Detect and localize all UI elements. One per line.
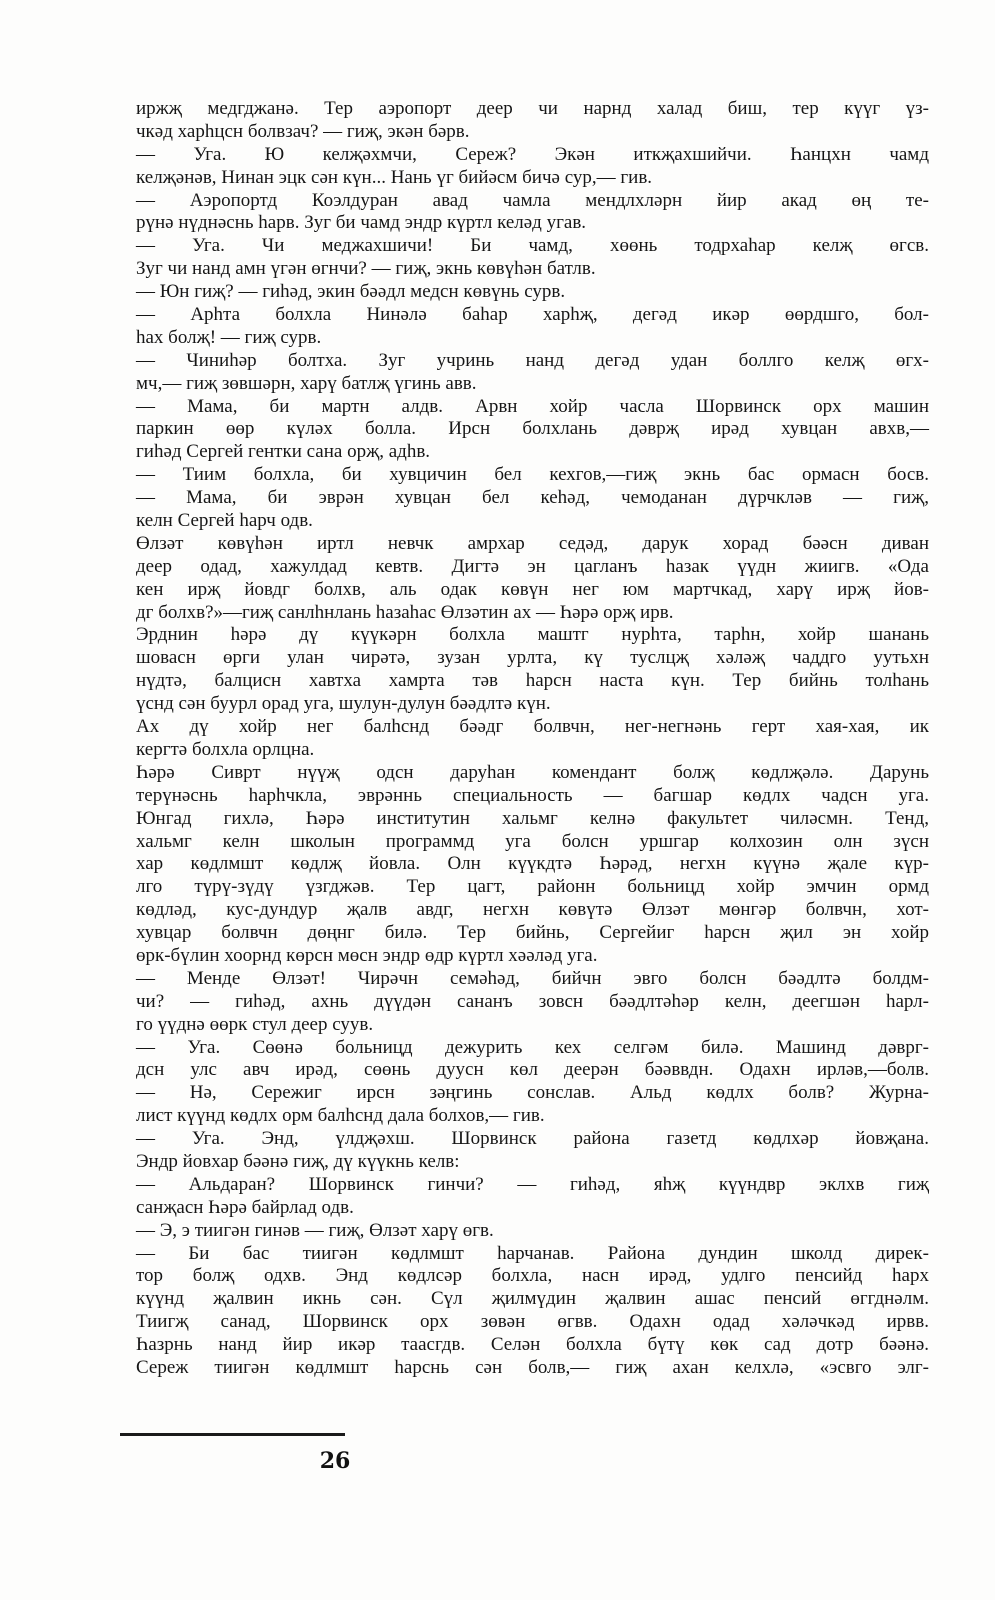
text-line: — Юн гиҗ? — гиһәд, экин бәәдл медсн көвүнь сурв.	[136, 281, 566, 303]
text-line: Ах дү хойр нег балһснд бәәдг болвчн, нег-негнәнь герт хая-хая, ик	[136, 716, 929, 738]
text-line: өрк-бүлин хоорнд көрсн мөсн эндр өдр күртл хәәләд уга.	[136, 944, 598, 966]
text-line: дг болхв?»—гиҗ санлһнлань һазаһас Өлзәтин ах — Һәрә орҗ ирв.	[136, 601, 674, 623]
text-line: чи? — гиһәд, ахнь дүүдән сананъ зовсн бәәдлтәһәр келн, деегшән һарл-	[136, 990, 929, 1012]
text-line: — Мама, би эврән хувцан бел кеһәд, чемоданан дүрчкләв — гиҗ,	[136, 487, 929, 509]
text-line: һах болҗ! — гиҗ сурв.	[136, 326, 322, 348]
text-line: гиһәд Сергей гентки сана орҗ, адһв.	[136, 441, 431, 463]
text-line: — Нә, Сережиг ирсн зәңгинь сонслав. Альд көдлх болв? Журна-	[136, 1082, 929, 1104]
text-line: чкәд харһцсн болвзач? — гиҗ, экән бәрв.	[136, 120, 470, 142]
text-line: шовасн өрги улан чирәтә, зузан урлта, кү туслцҗ хәләҗ чаддго уутьхн	[136, 647, 929, 669]
text-line: Һазрнь нанд йир икәр таасгдв. Селән болхла бүтү көк сад дотр бәәнә.	[136, 1334, 929, 1356]
text-line: — Менде Өлзәт! Чирәчн семәһәд, бийчн эвго болсн бәәдлтә болдм-	[136, 967, 929, 989]
text-line: хальмг келн школын программд уга болсн уршгар колхозин олн зүсн	[136, 830, 929, 852]
text-line: тор болҗ одхв. Энд көдлсәр болхла, насн ирәд, удлго пенсийд һарх	[136, 1265, 929, 1287]
text-line: Эндр йовхар бәәнә гиҗ, дү күүкнь келв:	[136, 1150, 460, 1172]
text-line: үснд сән буурл орад уга, шулун-дулун бәәдлтә күн.	[136, 693, 551, 715]
text-line: — Тиим болхла, би хувцичин бел кехгов,—гиҗ экнь бас ормасн босв.	[136, 464, 929, 486]
text-line: көдләд, кус-дундур җалв авдг, негхн көвүтә Өлзәт мөнгәр болвчн, хот-	[136, 899, 929, 921]
footer-rule	[120, 1433, 345, 1436]
text-line: санҗасн Һәрә байрлад одв.	[136, 1196, 354, 1218]
text-line: терүнәснь һарһчкла, эврәннь специальность — багшар көдлх чадсн уга.	[136, 784, 929, 806]
text-line: Юнгад гихлә, Һәрә институтин хальмг келнә факультет чиләсмн. Тенд,	[136, 807, 929, 829]
text-line: келн Сергей һарч одв.	[136, 510, 313, 532]
text-line: хувцар болвчн дөңнг билә. Тер бийнь, Сергейиг һарсн җил эн хойр	[136, 922, 929, 944]
text-line: нүдтә, балцисн хавтха хамрта тәв һарсн наста күн. Тер бийнь толһань	[136, 670, 929, 692]
text-line: го үүднә өөрк стул деер суув.	[136, 1013, 374, 1035]
text-line: — Э, э тиигән гинәв — гиҗ, Өлзәт харү өгв.	[136, 1219, 494, 1241]
text-line: күүнд җалвин икнь сән. Сүл җилмүдин җалвин ашас пенсий өггднәлм.	[136, 1288, 929, 1310]
text-line: — Би бас тиигән көдлмшт һарчанав. Района дундин школд дирек-	[136, 1242, 929, 1264]
body-text	[136, 98, 929, 1380]
text-line: иржҗ медгджанә. Тер аэропорт деер чи нарнд халад биш, тер күүг үз-	[136, 98, 929, 119]
text-line: — Уга. Сөөнә больницд дежурить кех селгәм билә. Машинд дәврг-	[136, 1036, 929, 1058]
text-line: Тиигҗ санад, Шорвинск орх зөвән өгвв. Одахн одад хәләчкәд ирвв.	[136, 1311, 929, 1333]
text-line: — Уга. Чи меджахшичи! Би чамд, хөөнь тодрхаһар келҗ өгсв.	[136, 235, 929, 257]
text-line: — Уга. Энд, үлдҗәхш. Шорвинск района газетд көдлхәр йовҗана.	[136, 1128, 929, 1150]
text-line: — Мама, би мартн алдв. Арвн хойр часла Шорвинск орх машин	[136, 395, 929, 417]
text-line: келҗәнәв, Нинан эцк сән күн... Нань үг бийәсм бичә сур,— гив.	[136, 166, 653, 188]
text-line: лист күүнд көдлх орм балһснд дала болхов,— гив.	[136, 1105, 545, 1127]
text-line: лго түрү-зүдү үзгджәв. Тер цагт, районн больницд хойр эмчин ормд	[136, 876, 929, 898]
text-line: — Чиниһәр болтха. Зуг учринь нанд дегәд удан боллго келҗ өгх-	[136, 349, 929, 371]
page-number: 26	[319, 1448, 351, 1474]
text-line: — Аэропортд Коэлдуран авад чамла мендлхләрн йир акад өң те-	[136, 189, 929, 211]
text-line: Өлзәт көвүһән иртл невчк амрхар седәд, дарук хорад бәәсн диван	[136, 532, 929, 554]
text-line: хар көдлмшт көдлҗ йовла. Олн күүкдтә Һәрәд, негхн күүнә җале күр-	[136, 853, 929, 875]
text-line: Сереж тиигән көдлмшт һарснь сән болв,— гиҗ ахан келхлә, «эсвго элг-	[136, 1356, 929, 1378]
text-line: — Арһта болхла Нинәлә баһар харһҗ, дегәд икәр өөрдшго, бол-	[136, 304, 929, 326]
text-line: — Уга. Ю келҗәхмчи, Сереж? Экән иткҗахшийчи. Һанцхн чамд	[136, 143, 929, 165]
text-line: дсн улс авч ирәд, сөөнь дуусн көл деерән бәәввдн. Одахн ирләв,—болв.	[136, 1059, 929, 1081]
text-line: паркин өөр күләх болла. Ирсн болхлань дәврҗ ирәд хувцан авхв,—	[136, 418, 929, 440]
text-line: кергтә болхла орлцна.	[136, 738, 315, 760]
text-line: кен ирҗ йовдг болхв, аль одак көвүн нег юм мартчкад, харү ирҗ йов-	[136, 578, 929, 600]
text-line: Эрднин һәрә дү күүкәрн болхла маштг нурһта, тарһн, хойр шанань	[136, 624, 929, 646]
text-line: Һәрә Сиврт нүүҗ одсн даруһан комендант болҗ көдлҗәлә. Дарунь	[136, 761, 929, 783]
text-line: деер одад, хажулдад кевтв. Дигтә эн цагланъ һазак үүдн жиигв. «Ода	[136, 555, 929, 577]
text-line: мч,— гиҗ зөвшәрн, харү батлҗ үгинь авв.	[136, 372, 477, 394]
text-line: — Альдаран? Шорвинск гинчи? — гиһәд, яһҗ күүндвр эклхв гиҗ	[136, 1173, 929, 1195]
text-line: рүнә нүднәснь һарв. Зуг би чамд эндр күртл келәд угав.	[136, 212, 587, 234]
text-line: Зуг чи нанд амн үгән өгнчи? — гиҗ, экнь көвүһән батлв.	[136, 258, 596, 280]
